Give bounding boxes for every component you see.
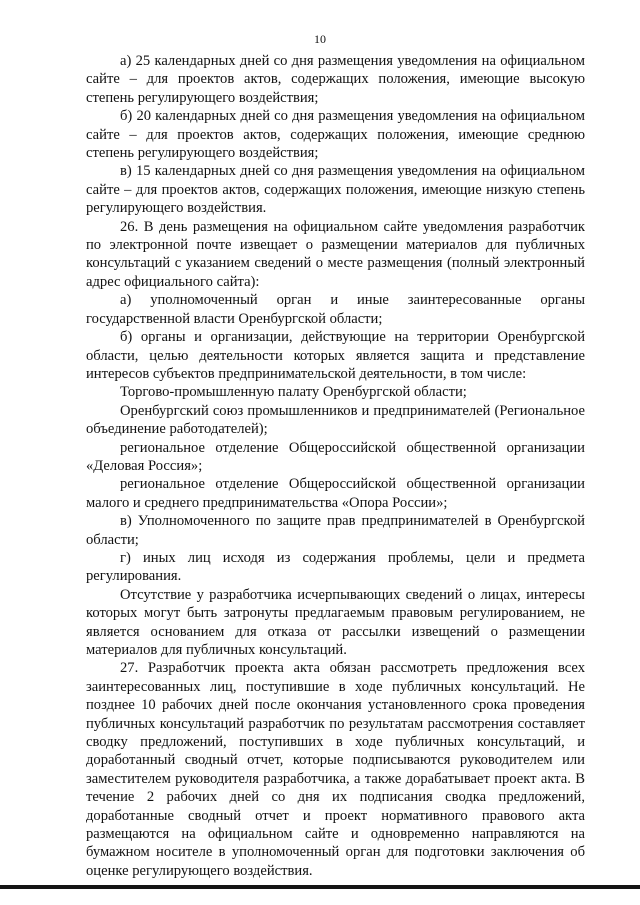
paragraph-clause-26: 26. В день размещения на официальном сайте уведомления разработчик по электронной почте извещает о размещении материалов для публичных консультаций с указанием сведений о месте размещения (полный электронный адрес официального сайта): [86,218,585,290]
paragraph-absence-of-info: Отсутствие у разработчика исчерпывающих сведений о лицах, интересы которых могут быть затронуты предлагаемым правовым регулированием, не является основанием для отказа от рассылки извещений о размещении материалов для публичных консультаций. [86,586,585,658]
paragraph-opora-rossii: региональное отделение Общероссийской общественной организации малого и среднего предпринимательства «Опора России»; [86,476,585,511]
paragraph-item-b-20-days: б) 20 календарных дней со дня размещения уведомления на официальном сайте – для проектов актов, содержащих положения, имеющие среднюю степень регулирующего воздействия; [86,108,585,162]
paragraph-clause-26-b: б) органы и организации, действующие на территории Оренбургской области, целью деятельности которых является защита и представление интересов субъектов предпринимательской деятельности, в том числе: [86,329,585,382]
paragraph-clause-26-a: а) уполномоченный орган и иные заинтересованные органы государственной власти Оренбургской области; [86,292,585,327]
document-body [86,52,585,880]
paragraph-union-of-industrialists: Оренбургский союз промышленников и предпринимателей (Региональное объединение работодателей); [86,402,585,438]
paragraph-chamber-of-commerce: Торгово-промышленную палату Оренбургской области; [120,384,467,401]
paragraph-clause-27: 27. Разработчик проекта акта обязан рассмотреть предложения всех заинтересованных лиц, поступившие в ходе публичных консультаций. Не позднее 10 рабочих дней после окончания установленного срока проведения публичных консультаций разработчик по результатам рассмотрения составляет сводку предложений, поступивших в ходе публичных консультаций, и доработанный сводный отчет, которые подписываются руководителем или заместителем руководителя разработчика, а также дорабатывает проект акта. В течение 2 рабочих дней со дня их подписания сводка предложений, доработанные сводный отчет и проект нормативного правового акта размещаются на официальном сайте и одновременно направляются на бумажном носителе в уполномоченный орган для подготовки заключения об оценке регулирующего воздействия. [86,660,585,879]
paragraph-clause-26-c: в) Уполномоченного по защите прав предпринимателей в Оренбургской области; [86,513,585,548]
page-number: 10 [314,32,326,46]
paragraph-item-c-15-days: в) 15 календарных дней со дня размещения уведомления на официальном сайте – для проектов актов, содержащих положения, имеющие низкую степень регулирующего воздействия. [86,163,585,217]
paragraph-item-a-25-days: а) 25 календарных дней со дня размещения уведомления на официальном сайте – для проектов актов, содержащих положения, имеющие высокую степень регулирующего воздействия; [86,53,585,106]
paragraph-delovaya-rossiya: региональное отделение Общероссийской общественной организации «Деловая Россия»; [86,439,585,474]
bottom-scan-border [0,885,640,889]
paragraph-clause-26-d: г) иных лиц исходя из содержания проблемы, цели и предмета регулирования. [86,549,585,585]
